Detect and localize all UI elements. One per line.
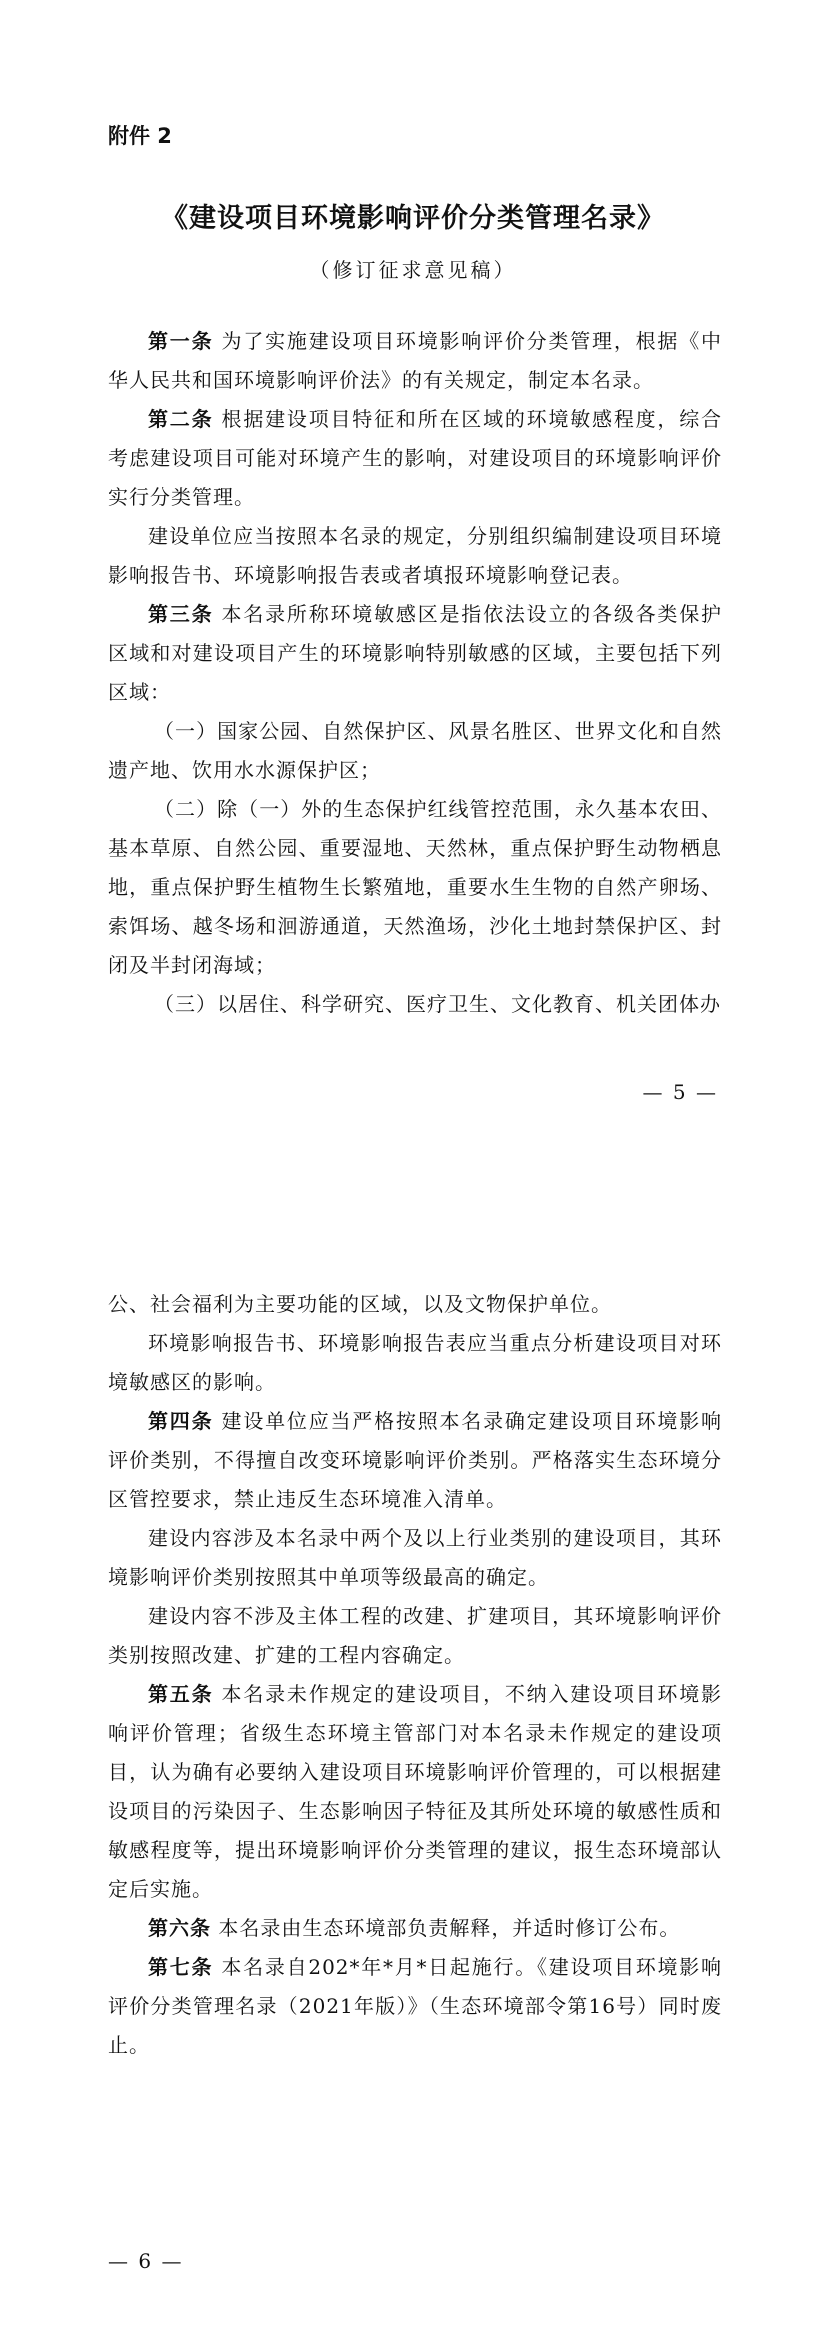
article-7-label: 第七条 [148, 1955, 214, 1979]
page-6 [0, 1169, 826, 2338]
article-4 [108, 1402, 722, 1519]
article-4-paragraph-3: 建设内容不涉及主体工程的改建、扩建项目，其环境影响评价类别按照改建、扩建的工程内容确定。 [108, 1604, 722, 1667]
document-subtitle: （修订征求意见稿） [309, 258, 517, 282]
article-3-paragraph-2: 环境影响报告书、环境影响报告表应当重点分析建设项目对环境敏感区的影响。 [108, 1331, 722, 1394]
article-7 [108, 1948, 722, 2065]
attachment-label: 附件 2 [108, 124, 172, 148]
page-number: — 5 — [642, 1080, 718, 1104]
article-3-item-2: （二）除（一）外的生态保护红线管控范围，永久基本农田、基本草原、自然公园、重要湿地、天然林，重点保护野生动物栖息地，重点保护野生植物生长繁殖地，重要水生生物的自然产卵场、索饵场、越冬场和洄游通道，天然渔场，沙化土地封禁保护区、封闭及半封闭海域； [108, 797, 722, 977]
article-2 [108, 400, 722, 517]
article-4-text: 建设单位应当严格按照本名录确定建设项目环境影响评价类别，不得擅自改变环境影响评价类别。严格落实生态环境分区管控要求，禁止违反生态环境准入清单。 [108, 1409, 723, 1511]
article-6 [108, 1909, 722, 1948]
article-1-text: 为了实施建设项目环境影响评价分类管理，根据《中华人民共和国环境影响评价法》的有关规定，制定本名录。 [108, 329, 723, 392]
article-6-text: 本名录由生态环境部负责解释，并适时修订公布。 [218, 1916, 681, 1940]
article-6-label: 第六条 [148, 1916, 211, 1940]
page-number: — 6 — [108, 2249, 184, 2273]
article-7-text: 本名录自202*年*月*日起施行。《建设项目环境影响评价分类管理名录（2021年版）》（生态环境部令第16号）同时废止。 [108, 1955, 722, 2057]
article-1-label: 第一条 [148, 329, 214, 353]
article-5 [108, 1675, 722, 1909]
page-6-body [108, 1285, 722, 2065]
article-5-label: 第五条 [148, 1682, 214, 1706]
article-5-text: 本名录未作规定的建设项目，不纳入建设项目环境影响评价管理；省级生态环境主管部门对本名录未作规定的建设项目，认为确有必要纳入建设项目环境影响评价管理的，可以根据建设项目的污染因子、生态影响因子特征及其所处环境的敏感性质和敏感程度等，提出环境影响评价分类管理的建议，报生态环境部认定后实施。 [108, 1682, 723, 1901]
article-3-item-3: （三）以居住、科学研究、医疗卫生、文化教育、机关团体办 [154, 992, 721, 1016]
article-3-text: 本名录所称环境敏感区是指依法设立的各级各类保护区域和对建设项目产生的环境影响特别敏感的区域，主要包括下列区域： [108, 602, 723, 704]
article-3-label: 第三条 [148, 602, 214, 626]
document-title: 《建设项目环境影响评价分类管理名录》 [161, 203, 665, 234]
article-1 [108, 322, 722, 400]
article-4-paragraph-2: 建设内容涉及本名录中两个及以上行业类别的建设项目，其环境影响评价类别按照其中单项等级最高的确定。 [108, 1526, 722, 1589]
article-2-label: 第二条 [148, 407, 214, 431]
article-3-item-1: （一）国家公园、自然保护区、风景名胜区、世界文化和自然遗产地、饮用水水源保护区； [108, 719, 722, 782]
page-5-body [108, 322, 722, 1024]
article-2-paragraph-2: 建设单位应当按照本名录的规定，分别组织编制建设项目环境影响报告书、环境影响报告表或者填报环境影响登记表。 [108, 524, 722, 587]
article-4-label: 第四条 [148, 1409, 214, 1433]
article-3 [108, 595, 722, 712]
article-2-text: 根据建设项目特征和所在区域的环境敏感程度，综合考虑建设项目可能对环境产生的影响，对建设项目的环境影响评价实行分类管理。 [108, 407, 723, 509]
article-3-item-3-continued: 公、社会福利为主要功能的区域，以及文物保护单位。 [108, 1292, 612, 1316]
